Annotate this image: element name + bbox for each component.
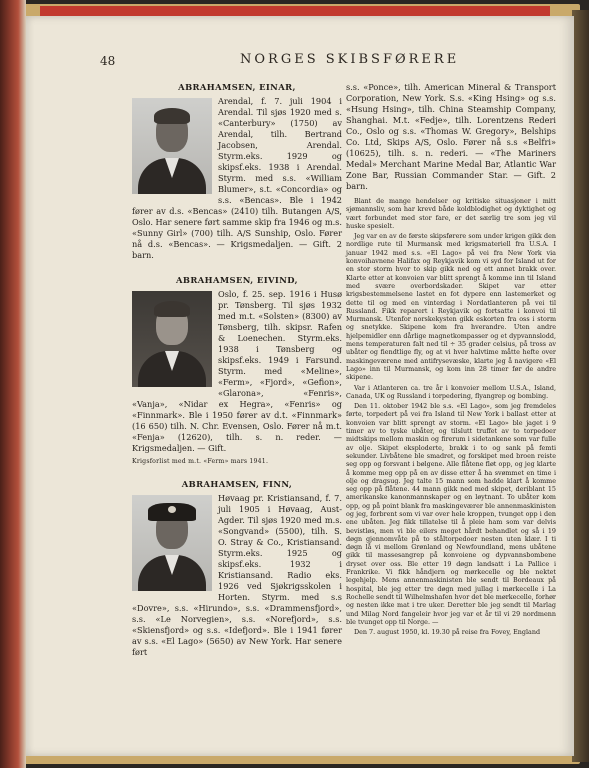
entry-bio: Høvaag pr. Kristiansand, f. 7. juli 1905 i Høvaag, Aust-Agder. Til sjøs 1920 med m.s. «Songvand» (5500), tilh. S. O. Stray & Co., Kristiansand. Styrm.eks. 1925 og skipsf.eks. 1932 i Kristiansand. Radio eks. 1926 ved Sjøkrigsskolen i Horten. Styrm. med s.s «Dovre», s.s. «Hirundo», s.s. «Drammensfjord», s.s. «Le Norvegien», s.s. «Norefjord», s.s. «Skiensfjord» og s.s. «Idefjord». Ble i 1941 fører av s.s. «El Lago» (5650) av New York. Har senere ført <box>132 493 342 657</box>
entry-name: ABRAHAMSEN, EINAR, <box>178 82 296 92</box>
entry-continuation: s.s. «Ponce», tilh. American Mineral & Transport Corporation, New York. S.s. «King Hsing» og s.s. «Hsung Hsing», tilh. China Steamship Company, Shanghai. M.t. «Fedje», tilh. Lorentzens Rederi Co., Oslo og s.s. «Thomas W. Gregory», Belships Co. Ltd, Skips A/S, Oslo. Fører nå s.s «Belfri» (10625), tilh. s. n. rederi. — «The Mariners Medal» Merchant Marine Medal Bar, Atlantic War Zone Bar, Russian Commander Star. — Gift. 2 barn. <box>346 82 556 191</box>
entry-eivind <box>132 275 342 465</box>
portrait-photo <box>132 495 212 591</box>
entry-name: ABRAHAMSEN, EIVIND, <box>176 275 298 285</box>
right-column <box>346 82 556 638</box>
entry-bio: Oslo, f. 25. sep. 1916 i Husø pr. Tønsberg. Til sjøs 1932 med m.t. «Solsten» (8300) av Tønsberg, tilh. skipsr. Rafen & Loenechen. Styrm.eks. 1938 i Tønsberg og skipsf.eks. 1949 i Farsund. Styrm. med «Meline», «Ferm», «Fjord», «Gefion», «Glarona», «Fenris», «Vanja», «Nidar ex Hegra», «Fenris» og «Finnmark». Ble i 1950 fører av d.t. «Finnmark» (16 650) tilh. N. Chr. Evensen, Oslo. Fører nå m.t. «Fenja» (12620), tilh. s. n. reder. — Krigsmedaljen. — Gift. <box>132 289 342 453</box>
narrative-paragraph: Den 7. august 1950, kl. 19.30 på reise fra Fovey, England <box>354 628 541 637</box>
entry-note: Krigsforlist med m.t. «Ferm» mars 1941. <box>132 458 269 465</box>
cover-top-band <box>40 6 550 16</box>
page-number: 48 <box>100 54 116 68</box>
entry-einar <box>132 82 342 261</box>
running-title: NORGES SKIBSFØRERE <box>240 52 460 67</box>
left-column <box>132 82 342 658</box>
book-spine <box>0 0 26 768</box>
portrait-photo <box>132 98 212 194</box>
entry-finn <box>132 479 342 658</box>
portrait-photo <box>132 291 212 387</box>
page-right-edge <box>572 10 589 762</box>
narrative-paragraph: Blant de mange hendelser og kritiske situasjoner i mitt sjømannsliv, som har krevd både koldblodighet og dyktighet og vært forbundet med stor fare, er det særlig tre som jeg vil huske spesielt. <box>346 197 556 230</box>
entry-bio: Arendal, f. 7. juli 1904 i Arendal. Til sjøs 1920 med s. «Canterbury» (1750) av Arendal, tilh. Bertrand Jacobsen, Arendal. Styrm.eks. 1929 og skipsf.eks. 1938 i Arendal. Styrm. med s.s. «William Blumer», s.t. «Concordia» og s.s. «Bencas». Ble i 1942 fører av d.s. «Bencas» (2410) tilh. Butangen A/S, Oslo. Har senere ført samme skip fra 1946 og m.s. «Sunny Girl» (700) tilh. A/S Sunship, Oslo. Fører nå d.s. «Bencas». — Krigsmedaljen. — Gift. 2 barn. <box>132 96 342 260</box>
narrative-paragraph: Den 11. oktober 1942 ble s.s. «El Lago», som jeg fremdeles førte, torpedert på vei fra Island til New York i ballast etter at konvoien var blitt sprengt av storm. «El Lago» ble jaget i 9 timer av to tyske ubåter, og tilslutt truffet av to torpedoer midtskips mellom maskin og firerum i sidetankene som var fulle av olje. Skipet eksploderte, brakk i to og sank på femti sekunder. Livbåtene ble smadret, og forskipet med broen reiste seg opp og forsvant i bølgene. Alle flåtene fløt opp, og jeg klarte å komme meg opp på en av disse etter å ha svømmet en time i olje og dragsug. Jeg talte 15 mann som hadde klart å komme seg opp på flåtene. 44 mann gikk ned med skipet, deriblant 15 amerikanske kanonmannskaper og en løytnant. To ubåter kom opp, og på point blank fra maskingeværer ble annenmaskinisten og jeg, forbrent som vi var over hele kroppen, tvunget opp i den ene ubåten. Jeg fikk tillatelse til å pleie ham som var delvis bevistløs, men vi ble eilers meget hårdt behandlet og så i 19 døgn gjennomvåte på to ståltorpedoer nesten uten klær. I ti døgn lå vi mellom Grønland og Newfoundland, mens ubåtene gikk til massesangrep på konvoiene og dypvannsbombene dryset over oss. Ble etter 19 døgn landsatt i La Pallice i Frankrike. Vi fikk håndjern og mørkecelle og ble nektet legehjelp. Mens annenmaskinisten ble sendt til Bordeaux på hospital, ble jeg etter tre døgn med jullag i mørkecelle i La Rochelle sendt til Wilhelmshafen hvor det ble mørkecelle, forhør og nesten ikke mat i tre uker. Deretter ble jeg sendt til Marlag und Milag Nord fangeleir hvor jeg var et år til vi 29 nordmenn ble tvunget opp til Norge. — <box>346 402 556 626</box>
narrative-paragraph: Var i Atlanteren ca. tre år i konvoier mellom U.S.A., Island, Canada, UK og Russland i torpedering, flyangrep og bombing. <box>346 383 556 400</box>
entry-name: ABRAHAMSEN, FINN, <box>181 479 293 489</box>
page-header <box>100 46 550 68</box>
narrative-paragraph: Jeg var en av de første skipsførere som under krigen gikk den nordlige rute til Murmansk med krigsmateriell fra U.S.A. I januar 1942 med s.s. «El Lago» på vei fra New York via konvoihavnene Halifax og Reykjavik kom vi syd for Island ut for en stor storm hvor to skip gikk ned og ett annet brakk over. Klarte etter at konvoien var blitt sprengt å komme inn til Island med svære overbordskader. Skipet var etter krigsbestemmelsene lastet en fot dypere enn lastemerket og dette til og med en vinterdag i Nordatlanteren på vei til Russland. Fikk reparert i Reykjavik og fortsatte i konvoi til Murmansk. Utenfor norskekysten gikk eskorten fra oss i storm og snetykke. Skipene kom fra hverandre. Uten andre hjelpemidler enn dårlige magnetkompasser og et dypvannslodd, mens temperaturen falt ned til ÷ 35 grader celsius, på tross av ubåter og fiendtlige fly, og at vi hver halvtime måtte hefte over maskingeværene med antifrysevæske, klarte jeg å navigere «El Lago» inn til Murmansk, og kom inn 28 timer før de andre skipene. <box>346 232 556 382</box>
